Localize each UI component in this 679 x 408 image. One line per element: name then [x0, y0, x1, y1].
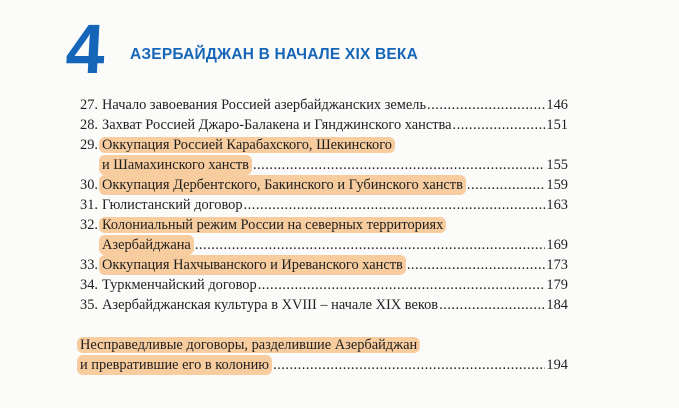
leader-dots	[258, 275, 546, 295]
toc-entry-title: Захват Россией Джаро-Балакена и Гянджинского ханства	[102, 117, 452, 133]
toc-entry-33[interactable]	[80, 255, 568, 275]
toc-entry-number: 35.	[80, 297, 98, 313]
toc-entry-page: 169	[546, 237, 568, 253]
toc-entry-30[interactable]	[80, 175, 568, 195]
toc-entry-27[interactable]	[80, 95, 568, 115]
leader-dots	[453, 115, 546, 135]
leader-dots	[427, 95, 545, 115]
chapter-number: 4	[63, 10, 107, 88]
toc-entry-number: 32.	[80, 217, 98, 233]
toc-entry-page: 151	[546, 117, 568, 133]
toc-entry-32[interactable]	[80, 215, 568, 235]
toc-entry-title-line2: Азербайджана	[99, 235, 194, 255]
toc-entry-title-line2: и Шамахинского ханств	[99, 155, 252, 175]
toc-entry-29[interactable]	[80, 135, 568, 155]
toc-entry-title-line1: Колониальный режим России на северных территориях	[99, 217, 446, 233]
leader-dots	[253, 155, 545, 175]
toc-entry-number: 27.	[80, 97, 98, 113]
toc-appendix[interactable]	[80, 335, 568, 355]
leader-dots	[195, 235, 546, 255]
toc-entry-page: 173	[546, 257, 568, 273]
toc-entry-title: Азербайджанская культура в XVIII – начале XIX веков	[102, 297, 439, 313]
toc-entry-page: 155	[546, 157, 568, 173]
toc-entry-page: 146	[546, 97, 568, 113]
toc-entry-31[interactable]	[80, 195, 568, 215]
toc-entry-34[interactable]	[80, 275, 568, 295]
toc-appendix-cont[interactable]	[80, 355, 568, 375]
toc-entry-number: 34.	[80, 277, 98, 293]
toc-entry-title: Начало завоевания Россией азербайджанских земель	[102, 97, 427, 113]
toc-entry-number: 30.	[80, 177, 98, 193]
chapter-title: АЗЕРБАЙДЖАН В НАЧАЛЕ XIX ВЕКА	[130, 46, 418, 63]
toc-entry-29-cont[interactable]	[80, 155, 568, 175]
toc-entry-35[interactable]	[80, 295, 568, 315]
toc-appendix-page: 194	[546, 357, 568, 373]
toc-entry-title-line1: Оккупация Россией Карабахского, Шекинского	[99, 137, 395, 153]
toc-entry-title: Гюлистанский договор	[102, 197, 243, 213]
leader-dots	[467, 175, 546, 195]
leader-dots	[439, 295, 545, 315]
leader-dots	[407, 255, 546, 275]
toc-entry-page: 184	[546, 297, 568, 313]
leader-dots	[244, 195, 546, 215]
toc-entry-page: 179	[546, 277, 568, 293]
toc-appendix-title-line2: и превратившие его в колонию	[77, 355, 272, 375]
toc-entry-page: 163	[546, 197, 568, 213]
toc-entry-number: 28.	[80, 117, 98, 133]
toc-entry-number: 29.	[80, 137, 98, 153]
toc-appendix-title-line1: Несправедливые договоры, разделившие Азербайджан	[77, 337, 420, 353]
toc-entry-title: Оккупация Дербентского, Бакинского и Губинского ханств	[99, 175, 466, 195]
toc-entry-title: Туркменчайский договор	[102, 277, 257, 293]
toc-entry-number: 31.	[80, 197, 98, 213]
toc-entry-number: 33.	[80, 257, 98, 273]
toc-entry-32-cont[interactable]	[80, 235, 568, 255]
toc-entry-28[interactable]	[80, 115, 568, 135]
leader-dots	[273, 355, 545, 375]
toc-entry-title: Оккупация Нахчыванского и Иреванского ханств	[99, 255, 406, 275]
chapter-header	[63, 10, 666, 88]
toc-entry-page: 159	[546, 177, 568, 193]
